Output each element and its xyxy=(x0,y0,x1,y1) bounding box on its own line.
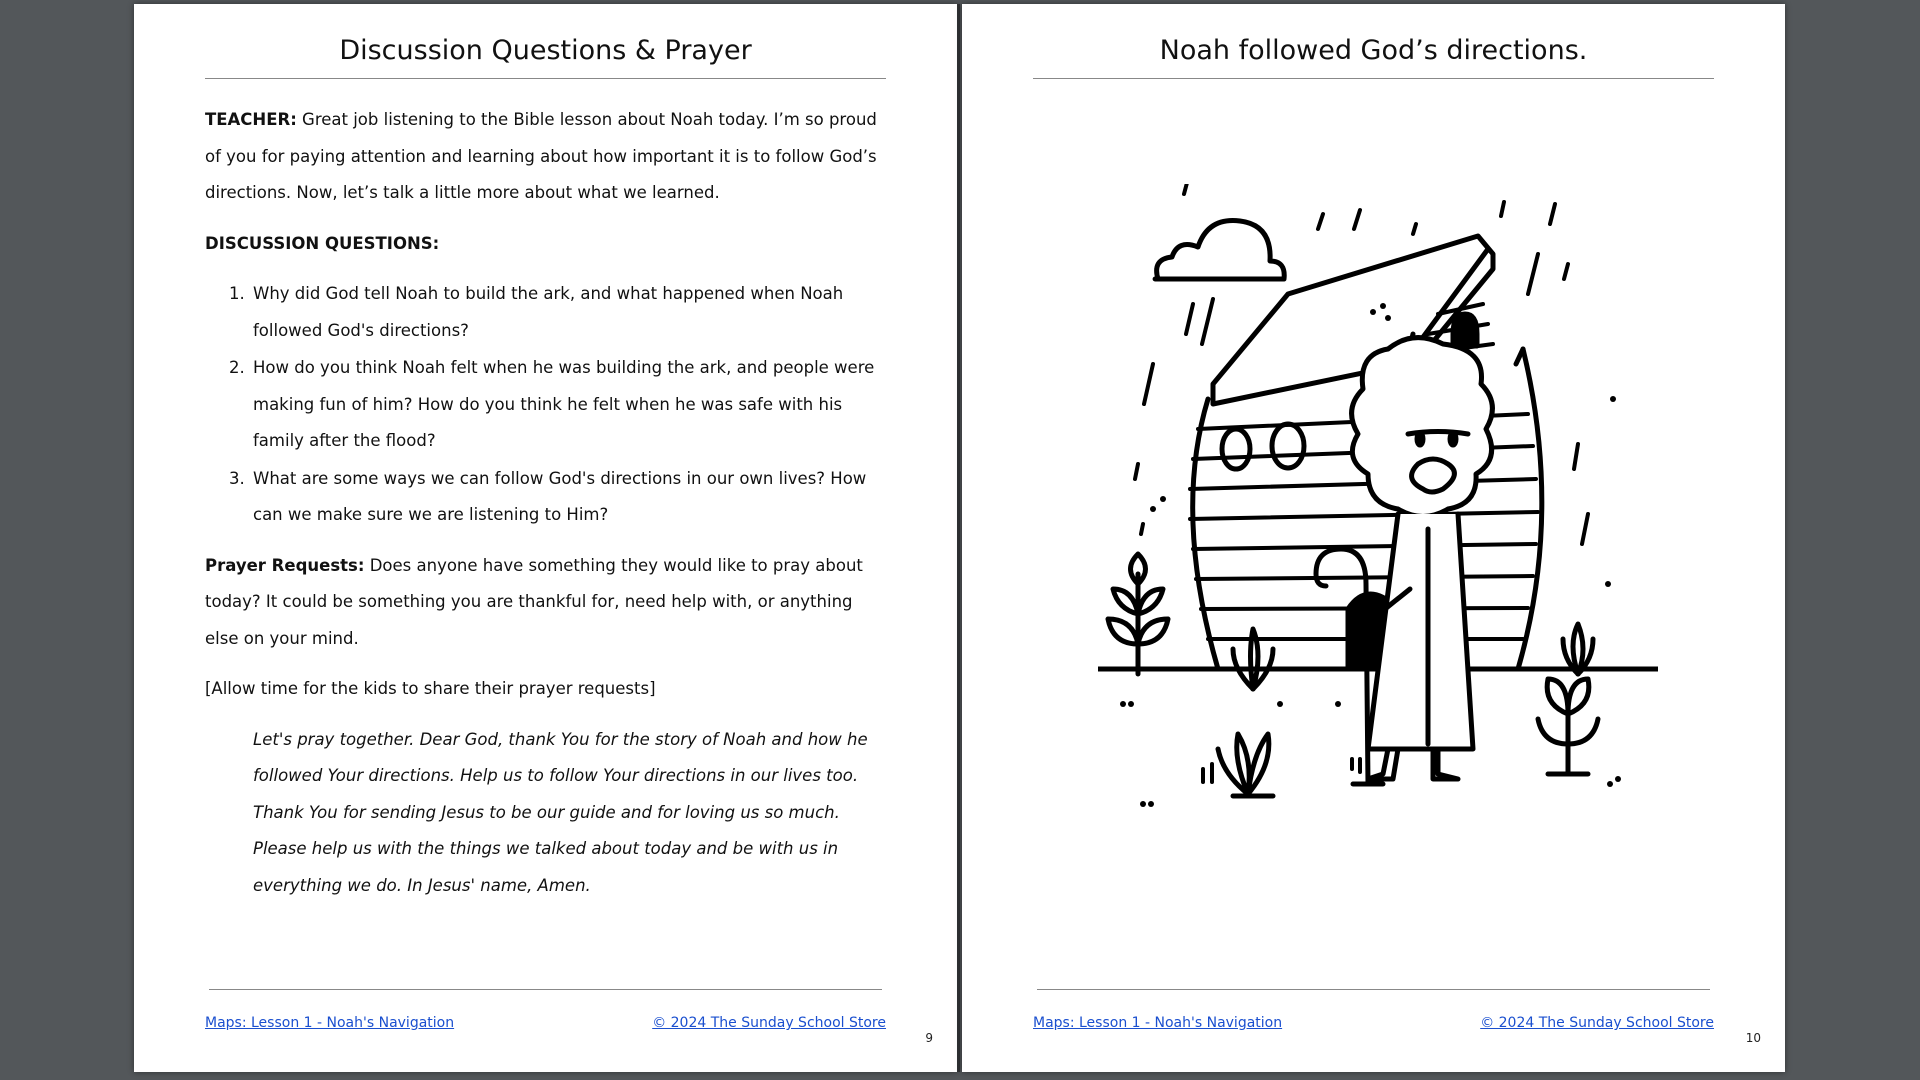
footer-divider xyxy=(209,989,882,990)
lesson-link[interactable]: Maps: Lesson 1 - Noah's Navigation xyxy=(1033,1015,1283,1031)
question-text: Why did God tell Noah to build the ark, and what happened when Noah followed God's directions? xyxy=(253,284,844,340)
page-content xyxy=(205,4,886,1072)
page-10 xyxy=(962,4,1785,1072)
teacher-label: TEACHER: xyxy=(205,110,297,129)
lesson-body xyxy=(205,102,886,904)
page-content xyxy=(1033,4,1714,1072)
teacher-text: Great job listening to the Bible lesson about Noah today. I’m so proud of you for paying attention and learning about how important it is to follow God’s directions. Now, let’s talk a little more about what we learned. xyxy=(205,110,877,202)
list-item xyxy=(205,461,886,534)
question-list xyxy=(205,276,886,534)
copyright-link[interactable]: © 2024 The Sunday School Store xyxy=(652,1015,886,1031)
prayer-text: Let's pray together. Dear God, thank You for the story of Noah and how he followed Your directions. Help us to follow Your directions in our lives too. Thank You for sending Jesus to be our guide and for loving us so much. Please help us with the things we talked about today and be with us in everything we do. In Jesus' name, Amen. xyxy=(253,729,868,895)
question-number: 2. xyxy=(229,358,245,377)
prayer-requests-paragraph xyxy=(205,548,886,658)
page-title: Noah followed God’s directions. xyxy=(1159,35,1588,66)
question-text: How do you think Noah felt when he was building the ark, and people were making fun of him? How do you think he felt when he was safe with his family after the flood? xyxy=(253,358,875,450)
allow-time-note: [Allow time for the kids to share their prayer requests] xyxy=(205,679,656,698)
page-title: Discussion Questions & Prayer xyxy=(339,35,752,66)
cloud-icon xyxy=(1155,221,1284,279)
page-9 xyxy=(134,4,957,1072)
question-number: 3. xyxy=(229,468,245,488)
page-number: 9 xyxy=(925,1031,933,1045)
question-text: What are some ways we can follow God's directions in our own lives? How can we make sure we are listening to Him? xyxy=(253,468,867,524)
list-item xyxy=(205,350,886,460)
page-gutter xyxy=(957,4,960,1072)
page-number: 10 xyxy=(1745,1031,1761,1045)
footer-divider xyxy=(1037,989,1710,990)
list-item xyxy=(205,276,886,349)
teacher-paragraph xyxy=(205,102,886,212)
discussion-heading: DISCUSSION QUESTIONS: xyxy=(205,233,440,253)
title-divider xyxy=(1033,78,1714,79)
prayer-requests-label: Prayer Requests: xyxy=(205,555,365,575)
question-number: 1. xyxy=(229,284,245,303)
title-divider xyxy=(205,78,886,79)
lesson-link[interactable]: Maps: Lesson 1 - Noah's Navigation xyxy=(205,1015,455,1031)
prayer-requests-text: Does anyone have something they would like to pray about today? It could be something you are thankful for, need help with, or anything else on your mind. xyxy=(205,555,863,648)
noah-ark-coloring-illustration xyxy=(1098,184,1658,824)
copyright-link[interactable]: © 2024 The Sunday School Store xyxy=(1480,1015,1714,1031)
